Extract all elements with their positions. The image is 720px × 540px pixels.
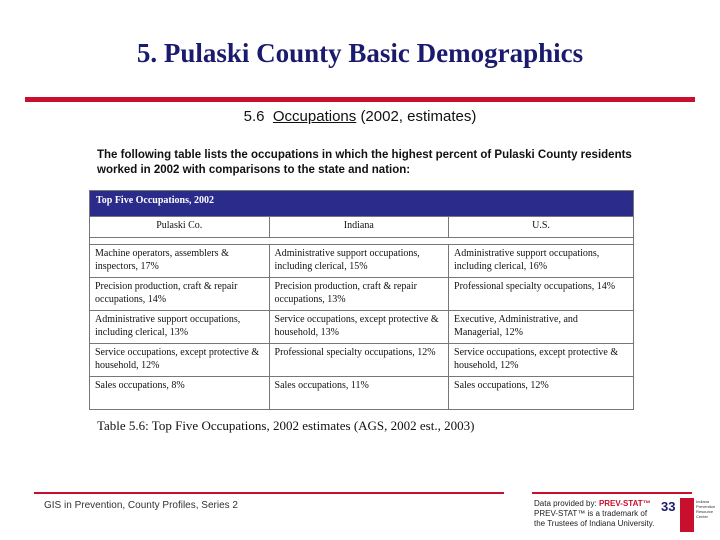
column-header: U.S.: [449, 217, 634, 238]
table-row: [90, 278, 634, 311]
column-header: Pulaski Co.: [90, 217, 270, 238]
title-divider: [25, 97, 695, 102]
table-cell: Administrative support occupations, including clerical, 16%: [449, 245, 634, 278]
table-cell: Sales occupations, 11%: [269, 377, 449, 410]
table-cell: Machine operators, assemblers & inspectors, 17%: [90, 245, 270, 278]
table-cell: Executive, Administrative, and Managerial, 12%: [449, 311, 634, 344]
table-cell: Administrative support occupations, including clerical, 13%: [90, 311, 270, 344]
provider-credit: [534, 499, 654, 529]
table-caption: Table 5.6: Top Five Occupations, 2002 estimates (AGS, 2002 est., 2003): [97, 418, 475, 433]
subtitle-number: 5.6: [243, 108, 265, 125]
table-cell: Service occupations, except protective & household, 12%: [90, 344, 270, 377]
table-cell: Service occupations, except protective & household, 13%: [269, 311, 449, 344]
footer-divider: [532, 492, 692, 494]
table-cell: Precision production, craft & repair occupations, 13%: [269, 278, 449, 311]
table-cell: Sales occupations, 8%: [90, 377, 270, 410]
table-row: [90, 344, 634, 377]
table-cell: Sales occupations, 12%: [449, 377, 634, 410]
table-row: [90, 311, 634, 344]
table-row: [90, 245, 634, 278]
subtitle-topic: Occupations: [272, 108, 357, 125]
page-number: 33: [661, 499, 676, 514]
subtitle-suffix: (2002, estimates): [360, 108, 477, 125]
table-cell: Professional specialty occupations, 14%: [449, 278, 634, 311]
table-row: [90, 377, 634, 410]
iprc-logo: Indiana Prevention Resource Center: [696, 499, 716, 519]
trademark-line: PREV-STAT™ is a trademark of: [534, 509, 648, 518]
table-cell: Administrative support occupations, including clerical, 15%: [269, 245, 449, 278]
series-label: GIS in Prevention, County Profiles, Series 2: [44, 500, 238, 511]
table-cell: Service occupations, except protective & household, 12%: [449, 344, 634, 377]
table-cell: Professional specialty occupations, 12%: [269, 344, 449, 377]
intro-text: The following table lists the occupations in which the highest percent of Pulaski County residents worked in 2002 with comparisons to the state and nation:: [97, 149, 632, 176]
footer-divider: [34, 492, 504, 494]
indiana-map-icon: [680, 498, 694, 532]
trademark-line: the Trustees of Indiana University.: [534, 519, 655, 528]
provided-by-label: Data provided by:: [534, 499, 597, 508]
prev-stat-brand: PREV-STAT™: [598, 499, 651, 508]
occupations-table: [89, 190, 634, 410]
column-header: Indiana: [269, 217, 449, 238]
page-title: 5. Pulaski County Basic Demographics: [136, 38, 584, 68]
spacer-row: [90, 238, 634, 245]
table-cell: Precision production, craft & repair occupations, 14%: [90, 278, 270, 311]
table-banner: Top Five Occupations, 2002: [90, 191, 634, 217]
section-subtitle: [0, 108, 720, 125]
